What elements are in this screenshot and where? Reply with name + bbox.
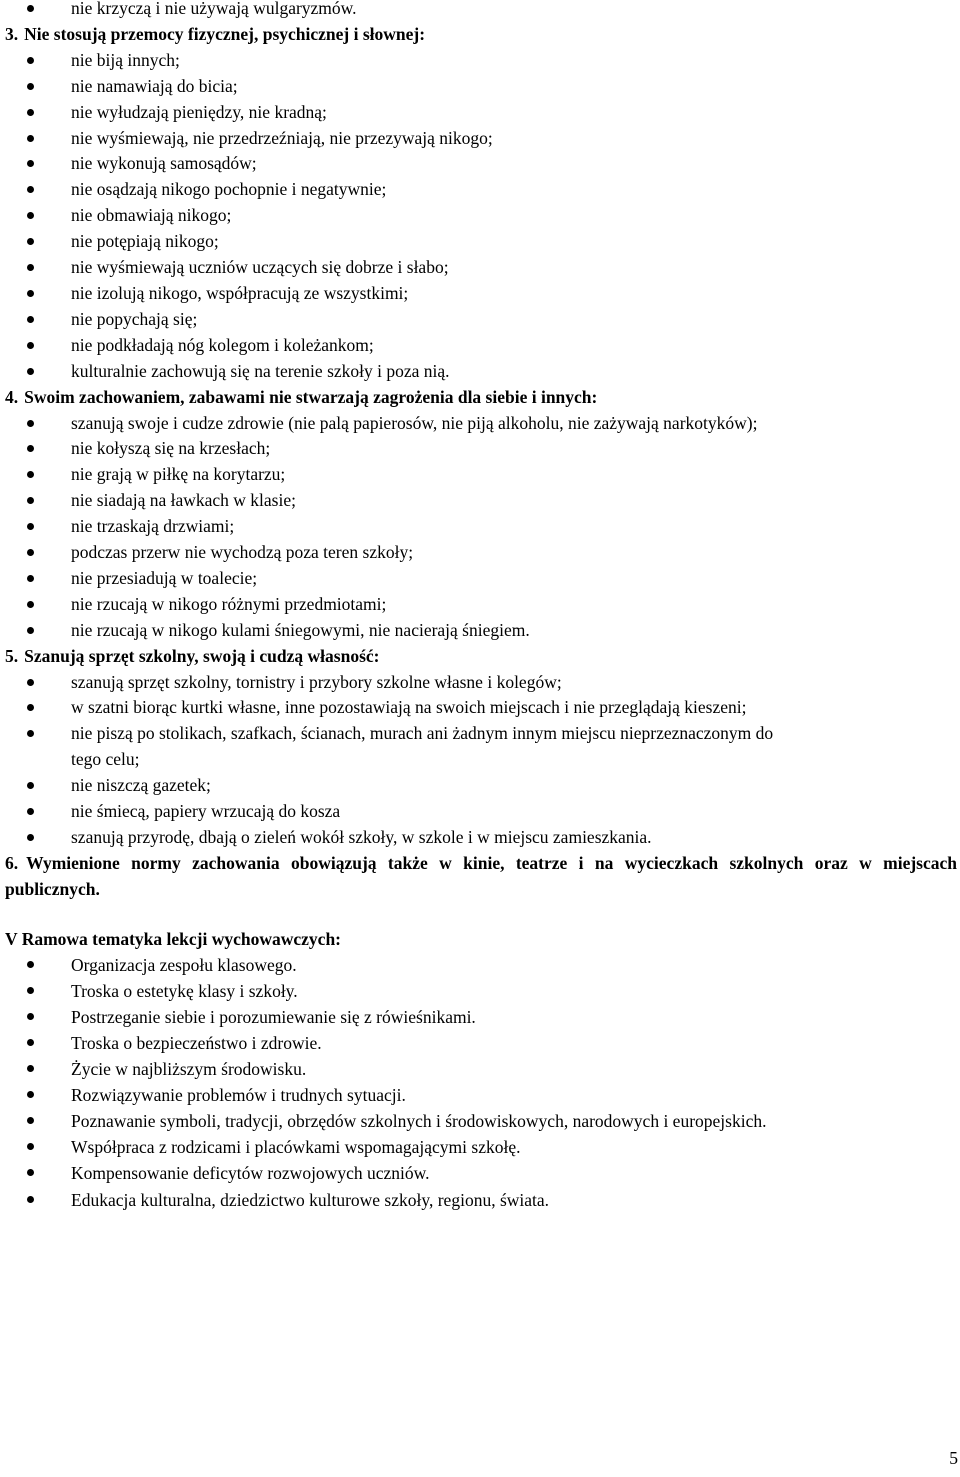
bullet-icon: [27, 834, 34, 841]
list-item: nie namawiają do bicia;: [5, 74, 957, 100]
bullet-icon: [27, 160, 34, 167]
list-item: Współpraca z rodzicami i placówkami wspomagającymi szkołę.: [5, 1134, 957, 1160]
bullet-icon: [27, 264, 34, 271]
bullet-icon: [27, 704, 34, 711]
bullet-icon: [27, 471, 34, 478]
section-5-heading: 5. Szanują sprzęt szkolny, swoją i cudzą własność:: [5, 645, 380, 666]
list-item: nie biją innych;: [5, 48, 957, 74]
bullet-icon: [27, 1039, 34, 1046]
list-item: w szatni biorąc kurtki własne, inne pozostawiają na swoich miejscach i nie przeglądają kieszeni;: [5, 695, 957, 721]
list-item: nie piszą po stolikach, szafkach, ścianach, murach ani żadnym innym miejscu nieprzeznaczonym do tego celu;: [5, 721, 957, 773]
bullet-icon: [27, 808, 34, 815]
list-item: Troska o estetykę klasy i szkoły.: [5, 978, 957, 1004]
list-item: nie wyłudzają pieniędzy, nie kradną;: [5, 100, 957, 126]
section-3-list: [5, 48, 957, 385]
bullet-icon: [27, 445, 34, 452]
bullet-icon: [27, 5, 34, 12]
bullet-icon: [27, 57, 34, 64]
list-item: nie krzyczą i nie używają wulgaryzmów.: [5, 0, 957, 22]
list-item: nie potępiają nikogo;: [5, 229, 957, 255]
bullet-icon: [27, 1169, 34, 1176]
bullet-icon: [27, 961, 34, 968]
list-item: nie przesiadują w toalecie;: [5, 566, 957, 592]
bullet-icon: [27, 186, 34, 193]
bullet-icon: [27, 601, 34, 608]
page-number: 5: [949, 1448, 958, 1468]
section-6-paragraph: 6. Wymienione normy zachowania obowiązują także w kinie, teatrze i na wycieczkach szkolnych oraz w miejscach publicznych.: [5, 852, 957, 899]
bullet-icon: [27, 420, 34, 427]
bullet-icon: [27, 238, 34, 245]
section-3-heading: 3. Nie stosują przemocy fizycznej, psychicznej i słownej:: [5, 23, 426, 44]
section-4-heading: 4. Swoim zachowaniem, zabawami nie stwarzają zagrożenia dla siebie i innych:: [5, 386, 598, 407]
bullet-icon: [27, 368, 34, 375]
list-item: nie kołyszą się na krzesłach;: [5, 436, 957, 462]
bullet-icon: [27, 342, 34, 349]
bullet-icon: [27, 1091, 34, 1098]
bullet-icon: [27, 782, 34, 789]
list-item: kulturalnie zachowują się na terenie szkoły i poza nią.: [5, 359, 957, 385]
bullet-icon: [27, 83, 34, 90]
bullet-icon: [27, 1143, 34, 1150]
list-item: szanują sprzęt szkolny, tornistry i przybory szkolne własne i kolegów;: [5, 670, 957, 696]
section-v-heading: V Ramowa tematyka lekcji wychowawczych:: [5, 928, 342, 949]
list-item: nie rzucają w nikogo różnymi przedmiotami;: [5, 592, 957, 618]
bullet-icon: [27, 1013, 34, 1020]
section-v-list: [5, 952, 957, 1213]
list-item: Kompensowanie deficytów rozwojowych uczniów.: [5, 1160, 957, 1186]
bullet-icon: [27, 109, 34, 116]
list-item: nie wyśmiewają, nie przedrzeźniają, nie przezywają nikogo;: [5, 126, 957, 152]
list-item: szanują przyrodę, dbają o zieleń wokół szkoły, w szkole i w miejscu zamieszkania.: [5, 825, 957, 851]
bullet-icon: [27, 212, 34, 219]
bullet-icon: [27, 1196, 34, 1203]
list-item: nie grają w piłkę na korytarzu;: [5, 462, 957, 488]
spacer: [5, 903, 957, 926]
list-item: nie rzucają w nikogo kulami śniegowymi, nie nacierają śniegiem.: [5, 618, 957, 644]
bullet-icon: [27, 987, 34, 994]
section-5-list: [5, 670, 957, 851]
list-item: nie podkładają nóg kolegom i koleżankom;: [5, 333, 957, 359]
bullet-icon: [27, 1117, 34, 1124]
list-item: nie izolują nikogo, współpracują ze wszystkimi;: [5, 281, 957, 307]
bullet-icon: [27, 1065, 34, 1072]
bullet-icon: [27, 679, 34, 686]
document-content: [5, 0, 957, 1213]
list-item: nie wykonują samosądów;: [5, 151, 957, 177]
list-item: szanują swoje i cudze zdrowie (nie palą papierosów, nie piją alkoholu, nie zażywają narkotyków);: [5, 411, 957, 437]
list-item: nie obmawiają nikogo;: [5, 203, 957, 229]
list-item: nie popychają się;: [5, 307, 957, 333]
list-item: Poznawanie symboli, tradycji, obrzędów szkolnych i środowiskowych, narodowych i europejskich.: [5, 1108, 957, 1134]
list-item: Postrzeganie siebie i porozumiewanie się z rówieśnikami.: [5, 1004, 957, 1030]
list-item: nie osądzają nikogo pochopnie i negatywnie;: [5, 177, 957, 203]
list-item: Troska o bezpieczeństwo i zdrowie.: [5, 1030, 957, 1056]
bullet-icon: [27, 627, 34, 634]
section-4-list: [5, 411, 957, 644]
top-list: [5, 0, 957, 22]
list-item: nie wyśmiewają uczniów uczących się dobrze i słabo;: [5, 255, 957, 281]
bullet-icon: [27, 316, 34, 323]
list-item: Edukacja kulturalna, dziedzictwo kulturowe szkoły, regionu, świata.: [5, 1187, 957, 1213]
list-item: nie śmiecą, papiery wrzucają do kosza: [5, 799, 957, 825]
list-item: podczas przerw nie wychodzą poza teren szkoły;: [5, 540, 957, 566]
bullet-icon: [27, 290, 34, 297]
list-item: Rozwiązywanie problemów i trudnych sytuacji.: [5, 1082, 957, 1108]
list-item: nie trzaskają drzwiami;: [5, 514, 957, 540]
list-item: nie siadają na ławkach w klasie;: [5, 488, 957, 514]
bullet-icon: [27, 549, 34, 556]
list-item: Życie w najbliższym środowisku.: [5, 1056, 957, 1082]
bullet-icon: [27, 575, 34, 582]
list-item: nie niszczą gazetek;: [5, 773, 957, 799]
bullet-icon: [27, 523, 34, 530]
bullet-icon: [27, 135, 34, 142]
list-item: Organizacja zespołu klasowego.: [5, 952, 957, 978]
bullet-icon: [27, 497, 34, 504]
bullet-icon: [27, 730, 34, 737]
